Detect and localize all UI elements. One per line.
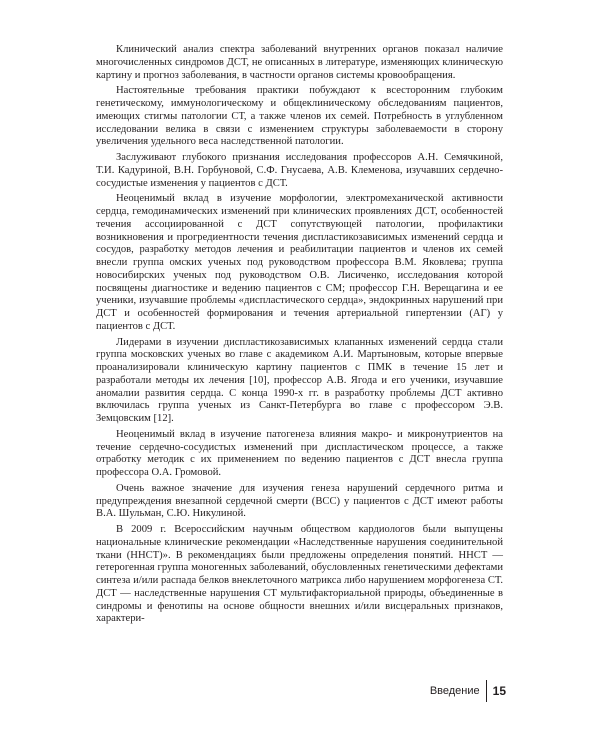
paragraph-6: Неоценимый вклад в изучение патогенеза влияния макро- и микронутриентов на течение сердечно-сосудистых изменений при диспластическом процессе, а также отработку методик с их применением по ведению пациентов с ДСТ внесла группа профессора О.А. Громовой. bbox=[96, 428, 503, 478]
paragraph-4: Неоценимый вклад в изучение морфологии, электромеханической активности сердца, гемодинамических изменений при клинических проявлениях ДСТ, особенностей течения ассоциированной с ДСТ сопутствующей патологии, профилактики возникновения и прогредиентности течения диспластикозависимых изменений сердца и сосудов, разработку методов лечения и реабилитации пациентов и членов их семей внесли группа омских ученых под руководством профессора В.М. Яковлева; группа новосибирских ученых под руководством О.В. Лисиченко, исследования которой посвящены диагностике и ведению пациентов с СМ; профессор Г.Н. Верещагина и ее ученики, изучавшие проблемы «диспластического сердца», эндокринных нарушений при ДСТ и особенностей формирования и течения артериальной гипертензии (АГ) у пациентов с ДСТ. bbox=[96, 193, 503, 332]
body-text bbox=[96, 44, 503, 629]
page-footer bbox=[430, 680, 506, 702]
page-number: 15 bbox=[492, 684, 506, 698]
paragraph-3: Заслуживают глубокого признания исследования профессоров А.Н. Семячкиной, Т.И. Кадуриной, В.Н. Горбуновой, С.Ф. Гнусаева, А.В. Клеменова, изучавших сердечно-сосудистые изменения у пациентов с ДСТ. bbox=[96, 152, 503, 189]
paragraph-5: Лидерами в изучении диспластикозависимых клапанных изменений сердца стали группа московских ученых во главе с академиком А.И. Мартыновым, которые впервые проанализировали клиническую картину пациентов с ПМК в течение 15 лет и разработали методы их лечения [10], профессор А.В. Ягода и его ученики, изучавшие аномалии развития сердца. С конца 1990-х гг. в разработку проблемы ДСТ активно включилась группа ученых из Санкт-Петербурга во главе с профессором Э.В. Земцовским [12]. bbox=[96, 336, 503, 424]
paragraph-7: Очень важное значение для изучения генеза нарушений сердечного ритма и предупреждения внезапной сердечной смерти (ВСС) у пациентов с ДСТ имеют работы В.А. Шульман, С.Ю. Никулиной. bbox=[96, 482, 503, 520]
paragraph-8: В 2009 г. Всероссийским научным обществом кардиологов были выпущены национальные клинические рекомендации «Наследственные нарушения соединительной ткани (ННСТ)». В рекомендациях были предложены определения понятий. ННСТ — гетерогенная группа моногенных заболеваний, обусловленных генетическими дефектами синтеза и/или распада белков внеклеточного матрикса либо нарушением морфогенеза СТ. ДСТ — наследственные нарушения СТ мультифакториальной природы, объединенные в синдромы и фенотипы на основе общности внешних и/или висцеральных признаков, характери- bbox=[96, 524, 503, 625]
paragraph-1: Клинический анализ спектра заболеваний внутренних органов показал наличие многочисленных синдромов ДСТ, не описанных в литературе, изменяющих клиническую картину и прогноз заболевания, в частности органов системы кровообращения. bbox=[96, 44, 503, 81]
paragraph-2: Настоятельные требования практики побуждают к всесторонним глубоким генетическому, иммунологическому и общеклиническому обследованиям пациентов, имеющих стигмы патологии СТ, а также членов их семей. Потребность в углубленном исследовании велика в связи с изменением структуры заболеваемости в сторону увеличения удельного веса наследственной патологии. bbox=[96, 85, 503, 148]
section-label: Введение bbox=[429, 685, 480, 697]
